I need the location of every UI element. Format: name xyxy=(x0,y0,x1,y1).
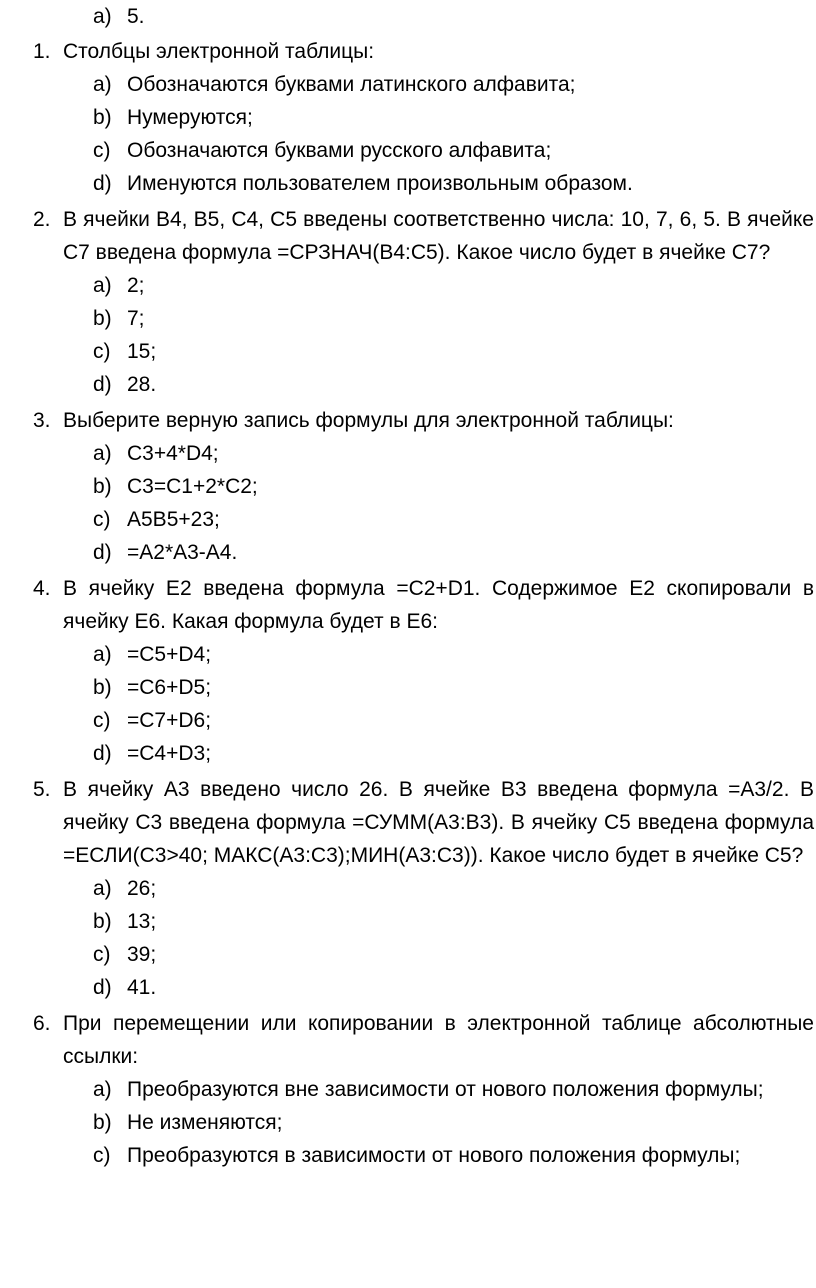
option-letter: d) xyxy=(93,541,112,564)
question-text: Столбцы электронной таблицы: xyxy=(63,40,375,63)
option-text: =C4+D3; xyxy=(127,742,212,765)
option-text: Преобразуются в зависимости от нового положения формулы; xyxy=(127,1144,741,1167)
option-5b xyxy=(0,905,816,938)
option-text: A5B5+23; xyxy=(127,508,220,531)
question-number: 1. xyxy=(33,40,51,63)
option-letter: c) xyxy=(93,508,111,531)
option-letter: b) xyxy=(93,475,112,498)
option-3a xyxy=(0,437,816,470)
option-text: 7; xyxy=(127,307,145,330)
option-letter: d) xyxy=(93,373,112,396)
option-text: C3+4*D4; xyxy=(127,442,219,465)
option-2b xyxy=(0,302,816,335)
option-letter: a) xyxy=(93,643,112,666)
option-6a xyxy=(0,1073,816,1106)
option-letter: b) xyxy=(93,676,112,699)
lead-option xyxy=(0,0,816,33)
option-text: C3=C1+2*C2; xyxy=(127,475,258,498)
option-letter: b) xyxy=(93,106,112,129)
option-letter: c) xyxy=(93,943,111,966)
option-letter: a) xyxy=(93,442,112,465)
option-letter: a) xyxy=(93,73,112,96)
option-4c xyxy=(0,704,816,737)
option-letter: c) xyxy=(93,709,111,732)
option-text: Нумеруются; xyxy=(127,106,253,129)
option-letter: b) xyxy=(93,1111,112,1134)
option-2d xyxy=(0,368,816,401)
option-4a xyxy=(0,638,816,671)
question-text: В ячейку Е2 введена формула =С2+D1. Содержимое Е2 скопировали в ячейку Е6. Какая формула будет в Е6: xyxy=(63,577,814,633)
option-1b xyxy=(0,101,816,134)
question-5 xyxy=(0,773,816,872)
option-letter: b) xyxy=(93,307,112,330)
question-6 xyxy=(0,1007,816,1073)
option-2c xyxy=(0,335,816,368)
option-text: Преобразуются вне зависимости от нового положения формулы; xyxy=(127,1078,764,1101)
option-text: =C6+D5; xyxy=(127,676,212,699)
option-5d xyxy=(0,971,816,1004)
option-4b xyxy=(0,671,816,704)
option-6c xyxy=(0,1139,816,1172)
question-text: При перемещении или копировании в электронной таблице абсолютные ссылки: xyxy=(63,1012,814,1068)
question-2 xyxy=(0,203,816,269)
option-text: =C7+D6; xyxy=(127,709,212,732)
option-letter: a) xyxy=(93,877,112,900)
option-letter: a) xyxy=(93,274,112,297)
option-letter: d) xyxy=(93,172,112,195)
question-text: В ячейку А3 введено число 26. В ячейке В3 введена формула =А3/2. В ячейку С3 введена формула =СУММ(А3:В3). В ячейку С5 введена формула =ЕСЛИ(С3>40; МАКС(А3:С3);МИН(А3:С3)). Какое число будет в ячейке С5? xyxy=(63,778,814,867)
option-text: Именуются пользователем произвольным образом. xyxy=(127,172,633,195)
question-number: 3. xyxy=(33,409,51,432)
option-1c xyxy=(0,134,816,167)
option-text: 26; xyxy=(127,877,157,900)
option-text: 41. xyxy=(127,976,157,999)
option-letter: a) xyxy=(93,1078,112,1101)
option-4d xyxy=(0,737,816,770)
option-letter: d) xyxy=(93,976,112,999)
option-1a xyxy=(0,68,816,101)
option-text: Обозначаются буквами латинского алфавита; xyxy=(127,73,576,96)
option-3d xyxy=(0,536,816,569)
option-3b xyxy=(0,470,816,503)
option-letter: c) xyxy=(93,340,111,363)
option-3c xyxy=(0,503,816,536)
option-text: 5. xyxy=(127,5,145,28)
option-text: =A2*A3-A4. xyxy=(127,541,238,564)
option-5c xyxy=(0,938,816,971)
option-5a xyxy=(0,872,816,905)
option-text: 2; xyxy=(127,274,145,297)
option-letter: d) xyxy=(93,742,112,765)
option-letter: c) xyxy=(93,139,111,162)
option-letter: a) xyxy=(93,5,112,28)
question-number: 6. xyxy=(33,1012,51,1035)
option-text: Не изменяются; xyxy=(127,1111,283,1134)
option-1d xyxy=(0,167,816,200)
option-text: =C5+D4; xyxy=(127,643,212,666)
question-1 xyxy=(0,35,816,68)
option-letter: c) xyxy=(93,1144,111,1167)
option-text: 39; xyxy=(127,943,157,966)
option-text: Обозначаются буквами русского алфавита; xyxy=(127,139,552,162)
question-number: 4. xyxy=(33,577,51,600)
option-2a xyxy=(0,269,816,302)
question-3 xyxy=(0,404,816,437)
option-text: 13; xyxy=(127,910,157,933)
option-6b xyxy=(0,1106,816,1139)
question-number: 2. xyxy=(33,208,51,231)
question-text: В ячейки В4, В5, С4, С5 введены соответственно числа: 10, 7, 6, 5. В ячейке С7 введена формула =СРЗНАЧ(В4:С5). Какое число будет в ячейке С7? xyxy=(63,208,814,264)
option-text: 28. xyxy=(127,373,157,396)
question-text: Выберите верную запись формулы для электронной таблицы: xyxy=(63,409,674,432)
question-4 xyxy=(0,572,816,638)
option-letter: b) xyxy=(93,910,112,933)
option-text: 15; xyxy=(127,340,157,363)
question-number: 5. xyxy=(33,778,51,801)
